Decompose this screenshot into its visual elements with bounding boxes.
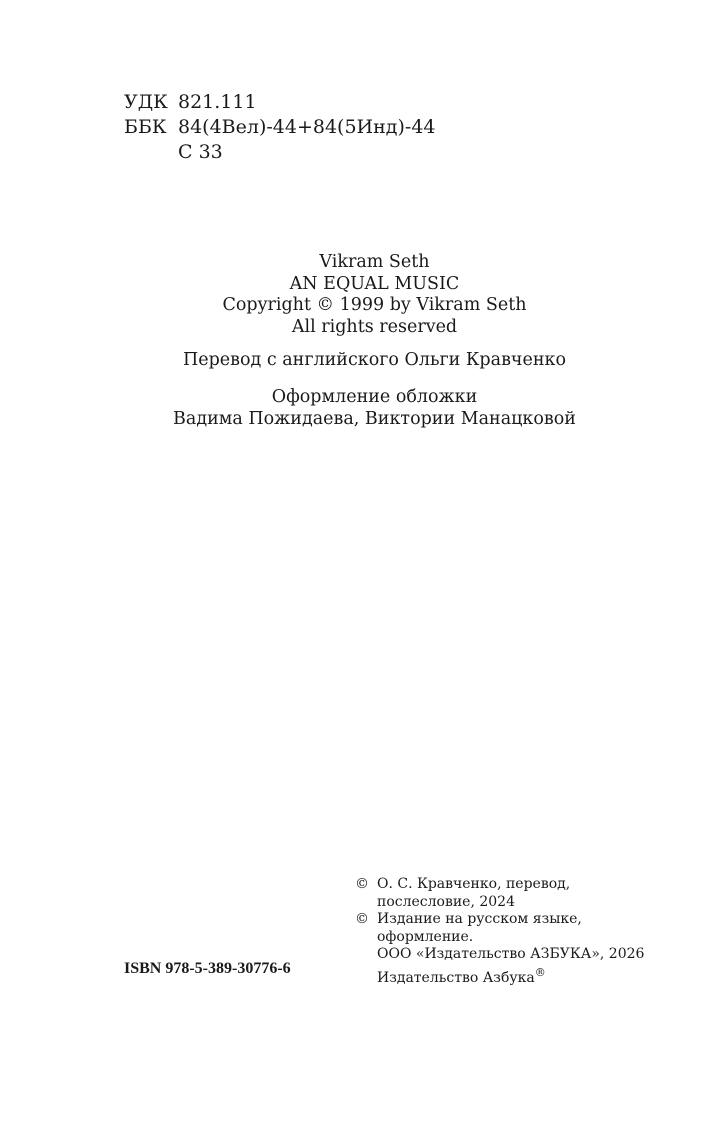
registered-trademark-mark: ® [534,965,546,979]
author-mark: С 33 [178,141,223,163]
udk-value: 821.111 [178,91,257,113]
copyright-symbol: © [355,876,369,892]
copyright-notice-edition [355,911,644,987]
original-title: AN EQUAL MUSIC [289,273,460,294]
notice-line: О. С. Кравченко, перевод, [377,876,571,892]
cover-design-credit [0,387,709,430]
translation-credit: Перевод с английского Ольги Кравченко [182,350,566,370]
notice-line: ООО «Издательство АЗБУКА», 2026 [377,946,645,963]
cover-design-line-1: Оформление обложки [271,387,478,407]
copyright-notice-translation [355,876,644,911]
original-credits [0,252,709,338]
udk-row [124,90,436,115]
copyright-line: Copyright © 1999 by Vikram Seth [222,295,527,315]
bbk-row [124,115,436,140]
classification-block [124,90,436,165]
copyright-symbol: © [355,911,369,928]
bbk-label: ББК [124,116,167,138]
copyright-notices [355,876,644,988]
isbn: ISBN 978-5-389-30776-6 [124,960,291,977]
bbk-value: 84(4Вел)-44+84(5Инд)-44 [178,116,436,138]
notice-line: послесловие, 2024 [377,893,515,910]
udk-label: УДК [124,91,168,113]
notice-line: Издание на русском языке, [377,911,582,928]
cover-design-line-2: Вадима Пожидаева, Виктории Манацковой [173,408,576,429]
author-name: Vikram Seth [319,252,430,272]
notice-line: оформление. [377,928,474,945]
notice-line: Издательство Азбука [377,969,535,986]
rights-line: All rights reserved [291,316,458,337]
